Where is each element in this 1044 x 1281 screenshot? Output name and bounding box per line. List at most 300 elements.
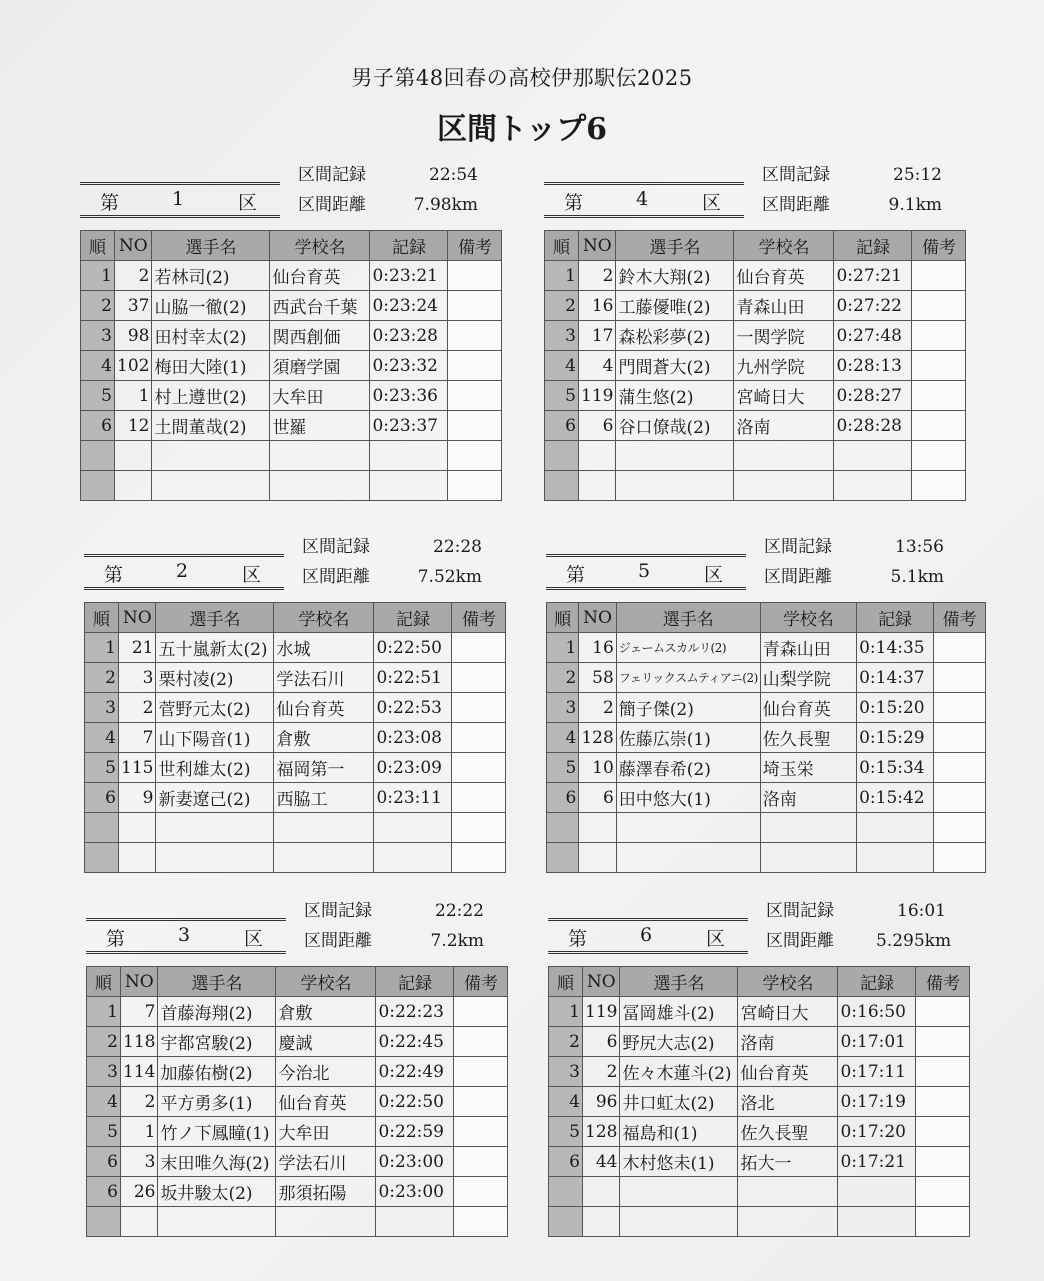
- rank-cell: 2: [547, 663, 579, 693]
- time-cell: 0:14:35: [857, 633, 934, 663]
- table-row: [85, 693, 506, 723]
- table-header-row: [81, 231, 502, 261]
- school-cell: 西脇工: [274, 783, 374, 813]
- remarks-cell: [934, 843, 986, 873]
- time-cell: [374, 843, 452, 873]
- school-cell: 世羅: [270, 411, 370, 441]
- section-heading-part: 第: [104, 564, 124, 586]
- section-heading-part: 第: [568, 928, 588, 950]
- runner-name-cell: 土間董哉(2): [152, 411, 270, 441]
- rank-cell: 1: [549, 997, 583, 1027]
- page-subtitle: 区間トップ6: [437, 112, 607, 147]
- column-header: 学校名: [760, 603, 856, 633]
- rank-cell: 3: [547, 693, 579, 723]
- school-cell: 福岡第一: [274, 753, 374, 783]
- rank-cell: [547, 813, 579, 843]
- results-table: [548, 966, 970, 1237]
- remarks-cell: [454, 1027, 508, 1057]
- runner-name-cell: 若林司(2): [152, 261, 270, 291]
- school-cell: 仙台育英: [734, 261, 834, 291]
- remarks-cell: [448, 411, 502, 441]
- table-row: [87, 1117, 508, 1147]
- table-header-row: [545, 231, 966, 261]
- section-heading-part: 第: [566, 564, 586, 586]
- column-header: 学校名: [738, 967, 838, 997]
- number-cell: 37: [115, 291, 152, 321]
- remarks-cell: [452, 633, 506, 663]
- runner-name-cell: 野尻大志(2): [620, 1027, 738, 1057]
- time-cell: 0:27:22: [834, 291, 912, 321]
- time-cell: 0:15:42: [857, 783, 934, 813]
- rank-cell: 2: [87, 1027, 121, 1057]
- runner-name-cell: 末田唯久海(2): [158, 1147, 276, 1177]
- remarks-cell: [452, 813, 506, 843]
- time-cell: 0:23:36: [370, 381, 448, 411]
- column-header: 学校名: [270, 231, 370, 261]
- rank-cell: 1: [547, 633, 579, 663]
- runner-name-cell: [152, 471, 270, 501]
- record-label: 区間記録: [762, 165, 830, 185]
- time-cell: 0:23:00: [376, 1177, 454, 1207]
- time-cell: 0:28:27: [834, 381, 912, 411]
- school-cell: 今治北: [276, 1057, 376, 1087]
- table-row: [81, 471, 502, 501]
- school-cell: [270, 441, 370, 471]
- column-header: 備考: [934, 603, 986, 633]
- number-cell: 1: [115, 381, 152, 411]
- time-cell: 0:22:53: [374, 693, 452, 723]
- section-heading-part: 第: [106, 928, 126, 950]
- table-row: [87, 1177, 508, 1207]
- school-cell: 仙台育英: [270, 261, 370, 291]
- runner-name-cell: 山脇一徹(2): [152, 291, 270, 321]
- column-header: 記録: [376, 967, 454, 997]
- remarks-cell: [916, 1207, 970, 1237]
- remarks-cell: [454, 1117, 508, 1147]
- results-table: [546, 602, 986, 873]
- runner-name-cell: 工藤優唯(2): [616, 291, 734, 321]
- runner-name-cell: 佐々木蓮斗(2): [620, 1057, 738, 1087]
- runner-name-cell: [158, 1207, 276, 1237]
- number-cell: 2: [115, 261, 152, 291]
- column-header: 備考: [452, 603, 506, 633]
- table-row: [85, 633, 506, 663]
- record-value: 25:12: [893, 165, 942, 185]
- table-row: [85, 753, 506, 783]
- section-record: [304, 896, 484, 921]
- remarks-cell: [934, 783, 986, 813]
- remarks-cell: [448, 381, 502, 411]
- number-cell: [579, 813, 616, 843]
- table-header-row: [85, 603, 506, 633]
- table-row: [547, 663, 986, 693]
- rank-cell: 3: [81, 321, 115, 351]
- time-cell: [834, 471, 912, 501]
- table-row: [87, 1207, 508, 1237]
- rank-cell: [545, 441, 579, 471]
- table-row: [547, 753, 986, 783]
- distance-label: 区間距離: [764, 567, 832, 587]
- number-cell: 2: [579, 693, 616, 723]
- section-heading-part: 第: [564, 192, 584, 214]
- remarks-cell: [452, 693, 506, 723]
- number-cell: 119: [583, 997, 620, 1027]
- distance-label: 区間距離: [304, 931, 372, 951]
- runner-name-cell: [620, 1207, 738, 1237]
- number-cell: 7: [121, 997, 158, 1027]
- rank-cell: [81, 471, 115, 501]
- column-header: 備考: [454, 967, 508, 997]
- time-cell: 0:22:50: [376, 1087, 454, 1117]
- runner-name-cell: 簡子傑(2): [616, 693, 760, 723]
- number-cell: 6: [579, 411, 616, 441]
- column-header: 順: [549, 967, 583, 997]
- column-header: 備考: [916, 967, 970, 997]
- distance-value: 7.52km: [417, 567, 482, 587]
- number-cell: 128: [583, 1117, 620, 1147]
- distance-label: 区間距離: [302, 567, 370, 587]
- remarks-cell: [448, 261, 502, 291]
- school-cell: 学法石川: [274, 663, 374, 693]
- rank-cell: 4: [547, 723, 579, 753]
- table-row: [85, 723, 506, 753]
- number-cell: 1: [121, 1117, 158, 1147]
- section-heading-part: 区: [242, 564, 262, 586]
- remarks-cell: [454, 1177, 508, 1207]
- school-cell: [738, 1207, 838, 1237]
- remarks-cell: [934, 663, 986, 693]
- distance-label: 区間距離: [766, 931, 834, 951]
- time-cell: 0:28:13: [834, 351, 912, 381]
- column-header: 選手名: [152, 231, 270, 261]
- remarks-cell: [916, 1057, 970, 1087]
- table-header-row: [547, 603, 986, 633]
- rank-cell: 3: [545, 321, 579, 351]
- record-label: 区間記録: [766, 901, 834, 921]
- section-record: [302, 532, 482, 557]
- record-value: 22:22: [435, 901, 484, 921]
- record-value: 16:01: [897, 901, 946, 921]
- record-label: 区間記録: [764, 537, 832, 557]
- runner-name-cell: 菅野元太(2): [156, 693, 274, 723]
- number-cell: 4: [579, 351, 616, 381]
- runner-name-cell: 田中悠大(1): [616, 783, 760, 813]
- school-cell: 西武台千葉: [270, 291, 370, 321]
- school-cell: 倉敷: [274, 723, 374, 753]
- rank-cell: 6: [85, 783, 119, 813]
- school-cell: [734, 471, 834, 501]
- rank-cell: [87, 1207, 121, 1237]
- number-cell: 21: [119, 633, 156, 663]
- table-row: [547, 813, 986, 843]
- remarks-cell: [454, 1147, 508, 1177]
- remarks-cell: [912, 471, 966, 501]
- runner-name-cell: [620, 1177, 738, 1207]
- column-header: NO: [121, 967, 158, 997]
- section-ku-4: [544, 160, 984, 490]
- table-row: [549, 1207, 970, 1237]
- number-cell: 119: [579, 381, 616, 411]
- table-row: [87, 1027, 508, 1057]
- time-cell: 0:28:28: [834, 411, 912, 441]
- runner-name-cell: 鈴木大翔(2): [616, 261, 734, 291]
- number-cell: 16: [579, 633, 616, 663]
- rank-cell: 2: [549, 1027, 583, 1057]
- column-header: NO: [115, 231, 152, 261]
- school-cell: 仙台育英: [276, 1087, 376, 1117]
- school-cell: 青森山田: [760, 633, 856, 663]
- table-row: [85, 843, 506, 873]
- school-cell: 宮崎日大: [734, 381, 834, 411]
- remarks-cell: [916, 1117, 970, 1147]
- column-header: 順: [81, 231, 115, 261]
- time-cell: 0:23:32: [370, 351, 448, 381]
- runner-name-cell: 井口虹太(2): [620, 1087, 738, 1117]
- runner-name-cell: 五十嵐新太(2): [156, 633, 274, 663]
- table-row: [81, 261, 502, 291]
- time-cell: [838, 1207, 916, 1237]
- runner-name-cell: [616, 471, 734, 501]
- number-cell: 2: [121, 1087, 158, 1117]
- section-heading-part: 区: [702, 192, 722, 214]
- column-header: 記録: [370, 231, 448, 261]
- runner-name-cell: [616, 843, 760, 873]
- number-cell: 115: [119, 753, 156, 783]
- school-cell: 洛北: [738, 1087, 838, 1117]
- table-row: [85, 783, 506, 813]
- school-cell: 青森山田: [734, 291, 834, 321]
- section-heading: [80, 182, 280, 218]
- section-record: [762, 160, 942, 185]
- table-row: [87, 1057, 508, 1087]
- school-cell: 倉敷: [276, 997, 376, 1027]
- table-header-row: [87, 967, 508, 997]
- section-heading-part: 1: [172, 188, 185, 210]
- remarks-cell: [448, 291, 502, 321]
- school-cell: [734, 441, 834, 471]
- number-cell: [579, 471, 616, 501]
- remarks-cell: [934, 633, 986, 663]
- rank-cell: 6: [87, 1177, 121, 1207]
- runner-name-cell: 平方勇多(1): [158, 1087, 276, 1117]
- distance-value: 5.295km: [876, 931, 952, 951]
- number-cell: 44: [583, 1147, 620, 1177]
- number-cell: [119, 813, 156, 843]
- rank-cell: [85, 813, 119, 843]
- number-cell: [579, 843, 616, 873]
- school-cell: 仙台育英: [274, 693, 374, 723]
- distance-label: 区間距離: [762, 195, 830, 215]
- column-header: 学校名: [276, 967, 376, 997]
- table-row: [81, 351, 502, 381]
- table-row: [547, 633, 986, 663]
- number-cell: [579, 441, 616, 471]
- table-row: [545, 261, 966, 291]
- results-table: [80, 230, 502, 501]
- remarks-cell: [934, 813, 986, 843]
- number-cell: 118: [121, 1027, 158, 1057]
- time-cell: [838, 1177, 916, 1207]
- rank-cell: 1: [545, 261, 579, 291]
- column-header: 順: [547, 603, 579, 633]
- table-row: [545, 411, 966, 441]
- rank-cell: 5: [81, 381, 115, 411]
- remarks-cell: [912, 441, 966, 471]
- school-cell: 一関学院: [734, 321, 834, 351]
- table-row: [549, 1027, 970, 1057]
- time-cell: 0:22:59: [376, 1117, 454, 1147]
- rank-cell: 4: [545, 351, 579, 381]
- section-heading-part: 3: [178, 924, 191, 946]
- number-cell: 3: [121, 1147, 158, 1177]
- section-ku-2: [84, 532, 524, 862]
- remarks-cell: [934, 753, 986, 783]
- runner-name-cell: 木村悠未(1): [620, 1147, 738, 1177]
- rank-cell: 1: [81, 261, 115, 291]
- number-cell: [115, 441, 152, 471]
- time-cell: 0:22:45: [376, 1027, 454, 1057]
- table-row: [547, 723, 986, 753]
- section-distance: [766, 926, 952, 951]
- remarks-cell: [454, 997, 508, 1027]
- runner-name-cell: 佐藤広崇(1): [616, 723, 760, 753]
- table-row: [547, 843, 986, 873]
- table-row: [549, 1117, 970, 1147]
- school-cell: [276, 1207, 376, 1237]
- rank-cell: 2: [545, 291, 579, 321]
- runner-name-cell: 山下陽音(1): [156, 723, 274, 753]
- results-table: [84, 602, 506, 873]
- column-header: 記録: [838, 967, 916, 997]
- rank-cell: 4: [85, 723, 119, 753]
- number-cell: [583, 1207, 620, 1237]
- runner-name-cell: 福島和(1): [620, 1117, 738, 1147]
- school-cell: 九州学院: [734, 351, 834, 381]
- distance-value: 7.98km: [413, 195, 478, 215]
- table-row: [545, 471, 966, 501]
- table-row: [85, 663, 506, 693]
- rank-cell: 5: [547, 753, 579, 783]
- runner-name-cell: 蒲生悠(2): [616, 381, 734, 411]
- record-label: 区間記録: [302, 537, 370, 557]
- time-cell: 0:23:00: [376, 1147, 454, 1177]
- section-heading: [546, 554, 746, 590]
- number-cell: 2: [119, 693, 156, 723]
- section-ku-1: [80, 160, 520, 490]
- school-cell: [760, 843, 856, 873]
- distance-label: 区間距離: [298, 195, 366, 215]
- runner-name-cell: 冨岡雄斗(2): [620, 997, 738, 1027]
- rank-cell: [549, 1207, 583, 1237]
- column-header: 選手名: [158, 967, 276, 997]
- section-heading-part: 第: [100, 192, 120, 214]
- time-cell: 0:22:49: [376, 1057, 454, 1087]
- rank-cell: 6: [549, 1147, 583, 1177]
- school-cell: [270, 471, 370, 501]
- runner-name-cell: 新妻遼己(2): [156, 783, 274, 813]
- number-cell: 98: [115, 321, 152, 351]
- time-cell: 0:23:09: [374, 753, 452, 783]
- section-record: [298, 160, 478, 185]
- column-header: 順: [87, 967, 121, 997]
- table-row: [81, 321, 502, 351]
- time-cell: [374, 813, 452, 843]
- rank-cell: [545, 471, 579, 501]
- table-row: [545, 321, 966, 351]
- remarks-cell: [912, 411, 966, 441]
- runner-name-cell: 谷口僚哉(2): [616, 411, 734, 441]
- remarks-cell: [912, 351, 966, 381]
- column-header: 記録: [857, 603, 934, 633]
- time-cell: 0:23:28: [370, 321, 448, 351]
- remarks-cell: [916, 1087, 970, 1117]
- section-distance: [762, 190, 942, 215]
- section-heading: [548, 918, 748, 954]
- time-cell: 0:17:20: [838, 1117, 916, 1147]
- section-ku-5: [546, 532, 986, 862]
- column-header: 順: [85, 603, 119, 633]
- number-cell: 6: [579, 783, 616, 813]
- time-cell: 0:22:51: [374, 663, 452, 693]
- rank-cell: [547, 843, 579, 873]
- school-cell: [274, 843, 374, 873]
- results-table: [544, 230, 966, 501]
- column-header: NO: [583, 967, 620, 997]
- remarks-cell: [912, 321, 966, 351]
- table-row: [549, 1177, 970, 1207]
- column-header: 選手名: [156, 603, 274, 633]
- table-row: [81, 411, 502, 441]
- runner-name-cell: 梅田大陸(1): [152, 351, 270, 381]
- remarks-cell: [912, 291, 966, 321]
- column-header: 記録: [834, 231, 912, 261]
- time-cell: 0:22:23: [376, 997, 454, 1027]
- record-value: 22:54: [429, 165, 478, 185]
- section-heading: [544, 182, 744, 218]
- runner-name-cell: 坂井駿太(2): [158, 1177, 276, 1207]
- section-heading: [84, 554, 284, 590]
- school-cell: 大牟田: [276, 1117, 376, 1147]
- remarks-cell: [916, 997, 970, 1027]
- school-cell: 山梨学院: [760, 663, 856, 693]
- section-heading-part: 5: [638, 560, 651, 582]
- distance-value: 7.2km: [430, 931, 484, 951]
- time-cell: 0:27:21: [834, 261, 912, 291]
- column-header: 備考: [912, 231, 966, 261]
- runner-name-cell: 世利雄太(2): [156, 753, 274, 783]
- section-heading-part: 区: [238, 192, 258, 214]
- school-cell: 宮崎日大: [738, 997, 838, 1027]
- remarks-cell: [452, 663, 506, 693]
- column-header: 順: [545, 231, 579, 261]
- time-cell: 0:15:29: [857, 723, 934, 753]
- school-cell: 関西創価: [270, 321, 370, 351]
- rank-cell: [81, 441, 115, 471]
- school-cell: [760, 813, 856, 843]
- remarks-cell: [916, 1147, 970, 1177]
- number-cell: 96: [583, 1087, 620, 1117]
- time-cell: 0:23:37: [370, 411, 448, 441]
- runner-name-cell: 竹ノ下鳳瞳(1): [158, 1117, 276, 1147]
- time-cell: [370, 471, 448, 501]
- time-cell: 0:27:48: [834, 321, 912, 351]
- runner-name-cell: [616, 813, 760, 843]
- time-cell: [857, 843, 934, 873]
- remarks-cell: [912, 381, 966, 411]
- table-row: [549, 1147, 970, 1177]
- section-record: [766, 896, 946, 921]
- remarks-cell: [452, 843, 506, 873]
